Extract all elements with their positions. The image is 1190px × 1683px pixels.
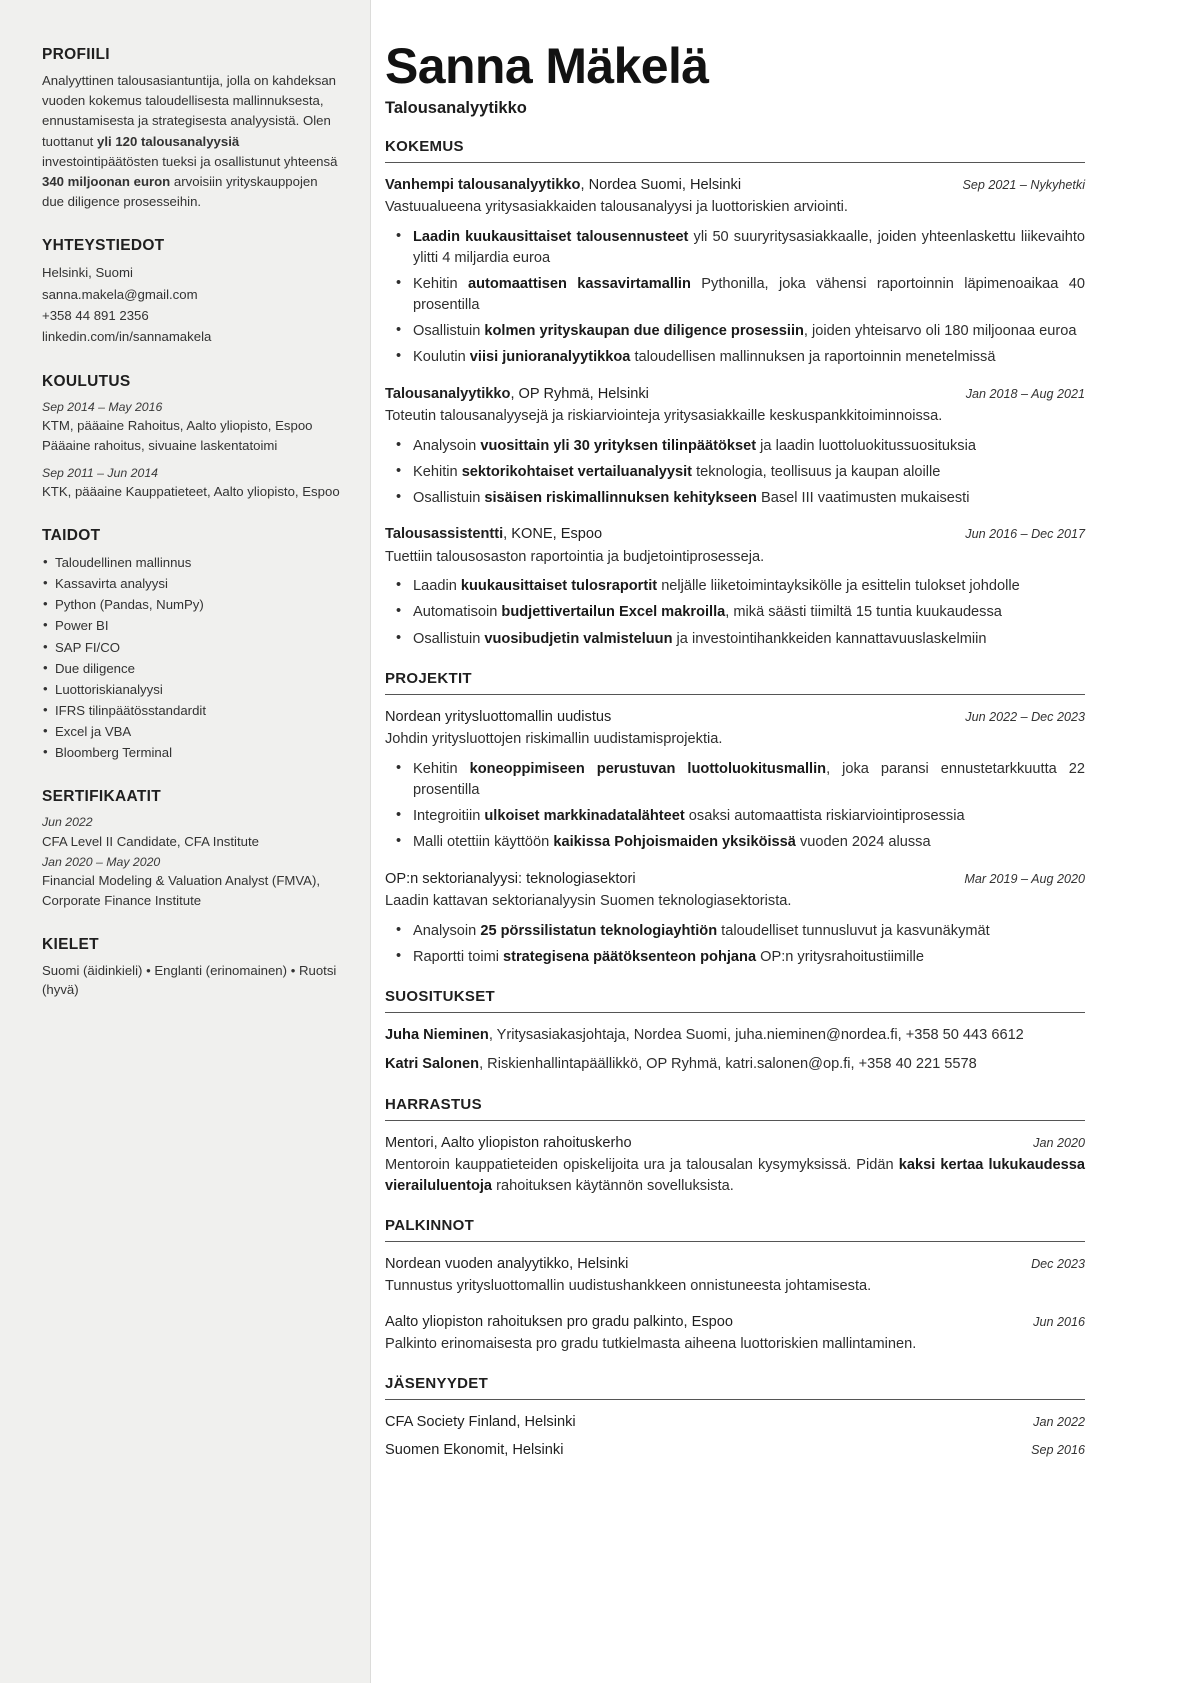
entry-header — [385, 707, 1085, 727]
certificate-name: CFA Level II Candidate, CFA Institute — [42, 833, 259, 849]
bullet-post: , joiden yhteisarvo oli 180 miljoonaa euroa — [803, 323, 1077, 340]
entry-header — [385, 524, 1085, 544]
contact-location: Helsinki, Suomi — [42, 265, 133, 281]
bullet-bold: vuosibudjetin valmisteluun — [484, 630, 673, 647]
reference-detail: , Yritysasiakasjohtaja, Nordea Suomi, juha.nieminen@nordea.fi, +358 50 443 6612 — [488, 1027, 1024, 1044]
contact-heading: YHTEYSTIEDOT — [42, 237, 165, 255]
entry-date: Sep 2021 – Nykyhetki — [962, 177, 1085, 192]
section-divider — [385, 694, 1085, 695]
entry-title-bold: Talousassistentti — [385, 526, 504, 543]
entry-description: Laadin kattavan sektorianalyysin Suomen teknologiasektorista. — [385, 892, 792, 909]
entry-date: Dec 2023 — [1031, 1256, 1085, 1271]
entry-title — [385, 524, 602, 544]
bullet-bold: kolmen yrityskaupan due diligence prosessiin — [484, 323, 804, 340]
entry-date: Sep 2016 — [1031, 1443, 1085, 1458]
reference-name: Juha Nieminen — [385, 1027, 489, 1044]
entry-date: Jun 2022 – Dec 2023 — [965, 709, 1085, 724]
bullet-pre: Laadin — [413, 578, 461, 595]
memberships-section — [385, 1375, 1085, 1461]
bullet-pre: Raportti toimi — [413, 948, 504, 965]
bullet-post: Pythonilla, joka vähensi raportoinnin läpimenoaikaa 40 prosentilla — [413, 275, 1085, 314]
skill-item: • Bloomberg Terminal — [42, 742, 340, 763]
skill-item: • IFRS tilinpäätösstandardit — [42, 700, 340, 721]
awards-heading: PALKINNOT — [385, 1216, 475, 1234]
bullet-item — [385, 602, 1085, 623]
bullet-post: taloudelliset tunnusluvut ja kasvunäkymät — [717, 922, 990, 939]
bullet-item — [385, 321, 1085, 342]
awards-section — [385, 1217, 1085, 1355]
desc-pre: Mentoroin kauppatieteiden opiskelijoita ura ja talousalan kysymyksissä. Pidän — [385, 1157, 899, 1174]
bullet-item — [385, 436, 1085, 457]
project-entry — [385, 869, 1085, 968]
bullet-post: osaksi automaattista riskiarviointiprosessia — [684, 808, 965, 825]
desc-post: rahoituksen käytännön sovelluksista. — [492, 1177, 734, 1194]
certificate-item — [42, 853, 340, 911]
references-section — [385, 988, 1085, 1076]
entry-title: Nordean yritysluottomallin uudistus — [385, 708, 612, 725]
bullet-pre: Osallistuin — [413, 490, 485, 507]
contact-phone[interactable]: +358 44 891 2356 — [42, 308, 149, 324]
bullet-item — [385, 629, 1085, 650]
hobby-entry — [385, 1133, 1085, 1197]
entry-bullets — [385, 576, 1085, 649]
entry-header — [385, 384, 1085, 404]
bullet-post: yli 50 suuryritysasiakkaalle, joiden yhteenlaskettu liikevaihto ylitti 4 miljardia euroa — [413, 228, 1085, 266]
references-heading: SUOSITUKSET — [385, 988, 495, 1006]
bullet-pre: Automatisoin — [413, 604, 502, 621]
experience-section — [385, 138, 1085, 650]
skill-item: • Kassavirta analyysi — [42, 573, 340, 594]
main-content — [371, 0, 1190, 1683]
page-title: Sanna Mäkelä — [385, 38, 709, 94]
bullet-post: taloudellisen mallinnuksen ja raportoinnin menetelmissä — [630, 349, 996, 366]
section-divider — [385, 162, 1085, 163]
bullet-item — [385, 488, 1085, 509]
bullet-post: vuoden 2024 alussa — [795, 834, 931, 851]
bullet-bold: sektorikohtaiset vertailuanalyysit — [461, 463, 693, 480]
entry-header — [385, 1412, 1085, 1432]
contact-section — [42, 237, 340, 348]
experience-entry — [385, 384, 1085, 510]
profile-text-b: investointipäätösten tueksi ja osallistunut yhteensä — [42, 153, 338, 169]
bullet-bold: koneoppimiseen perustuvan luottoluokitusmallin — [469, 760, 827, 777]
skill-item: • Luottoriskianalyysi — [42, 679, 340, 700]
skills-list — [42, 552, 340, 763]
section-divider — [385, 1120, 1085, 1121]
award-entry — [385, 1312, 1085, 1355]
bullet-item — [385, 921, 1085, 942]
experience-entry — [385, 524, 1085, 650]
skill-item: • Due diligence — [42, 658, 340, 679]
bullet-item — [385, 832, 1085, 853]
education-item — [42, 398, 340, 456]
bullet-pre: Osallistuin — [413, 630, 485, 647]
bullet-bold: Laadin kuukausittaiset talousennusteet — [413, 228, 689, 245]
experience-entry — [385, 175, 1085, 369]
certificate-date: Jan 2020 – May 2020 — [42, 854, 161, 869]
bullet-bold: strategisena päätöksenteon pohjana — [503, 948, 757, 965]
project-entry — [385, 707, 1085, 854]
bullet-bold: kaikissa Pohjoismaiden yksiköissä — [553, 834, 796, 851]
languages-section — [42, 936, 340, 1001]
skill-item: • Power BI — [42, 615, 340, 636]
bullet-bold: ulkoiset markkinadatalähteet — [484, 808, 685, 825]
contact-email[interactable]: sanna.makela@gmail.com — [42, 286, 198, 302]
bullet-pre: Kehitin — [413, 275, 468, 292]
profile-section — [42, 46, 340, 212]
education-item — [42, 464, 340, 502]
entry-bullets — [385, 921, 1085, 968]
bullet-item — [385, 576, 1085, 597]
bullet-item — [385, 227, 1085, 269]
entry-title: Aalto yliopiston rahoituksen pro gradu palkinto, Espoo — [385, 1313, 734, 1330]
reference-name: Katri Salonen — [385, 1055, 480, 1072]
entry-description: Johdin yritysluottojen riskimallin uudistamisprojektia. — [385, 731, 723, 748]
bullet-bold: vuosittain yli 30 yrityksen tilinpäätökset — [480, 437, 757, 454]
entry-date: Jan 2018 – Aug 2021 — [965, 386, 1085, 401]
bullet-item — [385, 274, 1085, 316]
experience-heading: KOKEMUS — [385, 137, 464, 155]
skills-section — [42, 527, 340, 763]
bullet-post: neljälle liiketoimintayksikölle ja esittelin tulokset johdolle — [657, 578, 1020, 595]
entry-title: Nordean vuoden analyytikko, Helsinki — [385, 1255, 629, 1272]
bullet-bold: 25 pörssilistatun teknologiayhtiön — [480, 922, 718, 939]
bullet-post: , joka paransi ennustetarkkuutta 22 prosentilla — [413, 760, 1085, 799]
bullet-item — [385, 759, 1085, 801]
entry-description: Tuettiin talousosaston raportointia ja budjetointiprosesseja. — [385, 548, 765, 565]
hobby-heading: HARRASTUS — [385, 1095, 482, 1113]
entry-title: Mentori, Aalto yliopiston rahoituskerho — [385, 1134, 632, 1151]
entry-date: Jun 2016 — [1033, 1314, 1085, 1329]
bullet-pre: Malli otettiin käyttöön — [413, 834, 554, 851]
bullet-bold: budjettivertailun Excel makroilla — [501, 604, 726, 621]
entry-description — [385, 1155, 1085, 1196]
bullet-pre: Analysoin — [413, 437, 481, 454]
bullet-bold: viisi junioranalyytikkoa — [469, 349, 631, 366]
entry-title-rest: , Nordea Suomi, Helsinki — [580, 176, 742, 193]
entry-description: Vastuualueena yritysasiakkaiden talousanalyysi ja luottoriskien arviointi. — [385, 198, 848, 215]
profile-text-c: arvoisiin yrityskauppojen due diligence prosesseihin. — [42, 173, 318, 210]
entry-title: Suomen Ekonomit, Helsinki — [385, 1442, 564, 1459]
bullet-post: Basel III vaatimusten mukaisesti — [756, 490, 970, 507]
entry-bullets — [385, 759, 1085, 854]
membership-entry — [385, 1440, 1085, 1460]
education-heading: KOULUTUS — [42, 372, 131, 390]
entry-header — [385, 1254, 1085, 1274]
bullet-bold: automaattisen kassavirtamallin — [468, 275, 691, 292]
bullet-post: ja investointihankkeiden kannattavuuslaskelmiin — [672, 630, 987, 647]
bullet-bold: sisäisen riskimallinnuksen kehitykseen — [484, 490, 757, 507]
languages-heading: KIELET — [42, 935, 99, 953]
certificates-section — [42, 788, 340, 910]
entry-date: Jun 2016 – Dec 2017 — [965, 527, 1085, 542]
reference-item — [385, 1025, 1085, 1047]
certificate-item — [42, 813, 340, 851]
reference-detail: , Riskienhallintapäällikkö, OP Ryhmä, katri.salonen@op.fi, +358 40 221 5578 — [479, 1055, 977, 1072]
hobby-section — [385, 1096, 1085, 1197]
bullet-item — [385, 347, 1085, 368]
profile-heading: PROFIILI — [42, 46, 110, 63]
reference-item — [385, 1054, 1085, 1076]
entry-description: Tunnustus yritysluottomallin uudistushankkeen onnistuneesta johtamisesta. — [385, 1278, 872, 1295]
bullet-pre: Koulutin — [413, 349, 470, 366]
membership-entry — [385, 1412, 1085, 1432]
profile-highlight-2: 340 miljoonan euron — [42, 173, 171, 189]
education-section — [42, 373, 340, 502]
entry-date: Mar 2019 – Aug 2020 — [964, 871, 1085, 886]
bullet-pre: Kehitin — [413, 760, 470, 777]
section-divider — [385, 1399, 1085, 1400]
bullet-bold: kuukausittaiset tulosraportit — [460, 578, 658, 595]
award-entry — [385, 1254, 1085, 1297]
bullet-post: , mikä säästi tiimiltä 15 tuntia kuukaudessa — [725, 604, 1002, 621]
entry-header — [385, 1312, 1085, 1332]
education-detail: Pääaine rahoitus, sivuaine laskentatoimi — [42, 438, 278, 454]
entry-bullets — [385, 436, 1085, 509]
bullet-pre: Kehitin — [413, 463, 462, 480]
section-divider — [385, 1241, 1085, 1242]
skill-item: • SAP FI/CO — [42, 637, 340, 658]
entry-title-rest: , OP Ryhmä, Helsinki — [510, 385, 649, 402]
projects-heading: PROJEKTIT — [385, 669, 472, 687]
entry-header — [385, 1440, 1085, 1460]
entry-bullets — [385, 227, 1085, 369]
entry-description: Palkinto erinomaisesta pro gradu tutkielmasta aiheena luottoriskien mallintaminen. — [385, 1336, 917, 1353]
entry-title-bold: Vanhempi talousanalyytikko — [385, 176, 581, 193]
certificates-heading: SERTIFIKAATIT — [42, 788, 161, 806]
languages-text: Suomi (äidinkieli) • Englanti (erinomainen) • Ruotsi (hyvä) — [42, 962, 337, 998]
education-degree: KTM, pääaine Rahoitus, Aalto yliopisto, Espoo — [42, 418, 313, 434]
entry-title-rest: , KONE, Espoo — [503, 526, 603, 543]
entry-title — [385, 175, 741, 195]
projects-section — [385, 670, 1085, 968]
bullet-item — [385, 806, 1085, 827]
education-date: Sep 2014 – May 2016 — [42, 399, 163, 414]
entry-description: Toteutin talousanalyysejä ja riskiarviointeja yritysasiakkaille keskuspankkitoiminnoissa. — [385, 408, 943, 424]
skill-item: • Taloudellinen mallinnus — [42, 552, 340, 573]
entry-title: OP:n sektorianalyysi: teknologiasektori — [385, 870, 636, 887]
bullet-post: OP:n yritysrahoitustiimille — [756, 948, 924, 965]
entry-date: Jan 2022 — [1033, 1414, 1085, 1429]
profile-text-a: Analyyttinen talousasiantuntija, jolla on kahdeksan vuoden kokemus taloudellisesta mallinnuksesta, ennustamisesta ja strategisesta analyysistä. Olen tuottanut — [42, 73, 336, 149]
entry-header — [385, 1133, 1085, 1153]
sidebar — [0, 0, 371, 1683]
entry-header — [385, 869, 1085, 889]
bullet-pre: Integroitiin — [413, 808, 485, 825]
memberships-heading: JÄSENYYDET — [385, 1374, 489, 1392]
entry-title — [385, 384, 649, 404]
entry-title-bold: Talousanalyytikko — [385, 385, 511, 402]
bullet-post: teknologia, teollisuus ja kaupan aloille — [692, 463, 941, 480]
section-divider — [385, 1012, 1085, 1013]
contact-linkedin[interactable]: linkedin.com/in/sannamakela — [42, 329, 212, 345]
skills-heading: TAIDOT — [42, 527, 101, 545]
certificate-date: Jun 2022 — [42, 815, 93, 830]
bullet-pre: Osallistuin — [413, 323, 485, 340]
education-date: Sep 2011 – Jun 2014 — [42, 465, 159, 480]
job-role: Talousanalyytikko — [385, 98, 527, 117]
education-degree: KTK, pääaine Kauppatieteet, Aalto yliopisto, Espoo — [42, 484, 340, 500]
bullet-item — [385, 462, 1085, 483]
bullet-post: ja laadin luottoluokitussuosituksia — [756, 437, 976, 454]
entry-title: CFA Society Finland, Helsinki — [385, 1413, 576, 1430]
profile-highlight-1: yli 120 talousanalyysiä — [97, 133, 240, 149]
desc-bold: kaksi kertaa lukukaudessa vierailuluentoja — [385, 1157, 1085, 1194]
entry-header — [385, 175, 1085, 195]
skill-item: • Excel ja VBA — [42, 721, 340, 742]
certificate-name: Financial Modeling & Valuation Analyst (FMVA), Corporate Finance Institute — [42, 873, 321, 908]
skill-item: • Python (Pandas, NumPy) — [42, 594, 340, 615]
bullet-pre: Analysoin — [413, 922, 481, 939]
bullet-item — [385, 947, 1085, 968]
entry-date: Jan 2020 — [1033, 1135, 1085, 1150]
profile-text — [42, 71, 340, 212]
